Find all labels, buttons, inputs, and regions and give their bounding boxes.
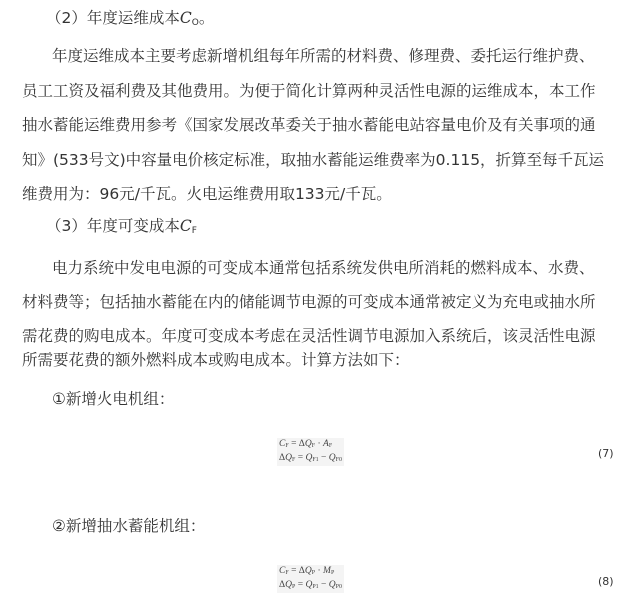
heading-var-var: C xyxy=(179,217,192,235)
om-line-4: 知》(533号文)中容量电价核定标准，取抽水蓄能运维费率为0.115，折算至每千瓦运 xyxy=(22,151,605,169)
om-line-2: 员工工资及福利费及其他费用。为便于简化计算两种灵活性电源的运维成本，本工作 xyxy=(22,82,596,100)
om-line-5: 维费用为：96元/千瓦。火电运维费用取133元/千瓦。 xyxy=(22,185,392,203)
heading-var-sub: F xyxy=(191,226,197,236)
om-line-3: 抽水蓄能运维费用参考《国家发展改革委关于抽水蓄能电站容量电价及有关事项的通 xyxy=(22,116,596,134)
equation-8-number: (8) xyxy=(598,575,614,588)
var-line-4: 所需要花费的额外燃料成本或购电成本。计算方法如下： xyxy=(22,351,410,369)
equation-8 xyxy=(277,565,344,593)
heading-om-var: C xyxy=(179,9,192,27)
var-line-3: 需花费的购电成本。年度可变成本考虑在灵活性调节电源加入系统后，该灵活性电源 xyxy=(22,327,596,345)
equation-7-number: (7) xyxy=(598,447,614,460)
heading-var-text: （3）年度可变成本 xyxy=(46,217,180,235)
equation-7-line-2: $\Delta Q_F = Q_{F1} - Q_{F0}$ xyxy=(279,453,342,463)
heading-om-cost xyxy=(46,6,214,28)
var-line-1: 电力系统中发电电源的可变成本通常包括系统发供电所消耗的燃料成本、水费、 xyxy=(52,259,595,277)
heading-om-sub: O xyxy=(191,18,199,28)
heading-om-suffix: 。 xyxy=(198,9,215,27)
equation-7-line-1: $C_F = \Delta Q_F \cdot A_F$ xyxy=(279,439,333,449)
item-new-thermal-unit: ①新增火电机组： xyxy=(52,390,175,408)
item-new-pumped-storage-unit: ②新增抽水蓄能机组： xyxy=(52,517,206,535)
heading-variable-cost xyxy=(46,214,197,236)
equation-7 xyxy=(277,438,344,466)
equation-8-line-2: $\Delta Q_P = Q_{P1} - Q_{P0}$ xyxy=(279,580,342,590)
om-line-1: 年度运维成本主要考虑新增机组每年所需的材料费、修理费、委托运行维护费、 xyxy=(52,47,595,65)
heading-om-text: （2）年度运维成本 xyxy=(46,9,180,27)
var-line-2: 材料费等；包括抽水蓄能在内的储能调节电源的可变成本通常被定义为充电或抽水所 xyxy=(22,293,596,311)
equation-8-line-1: $C_F = \Delta Q_P \cdot M_P$ xyxy=(279,566,335,576)
